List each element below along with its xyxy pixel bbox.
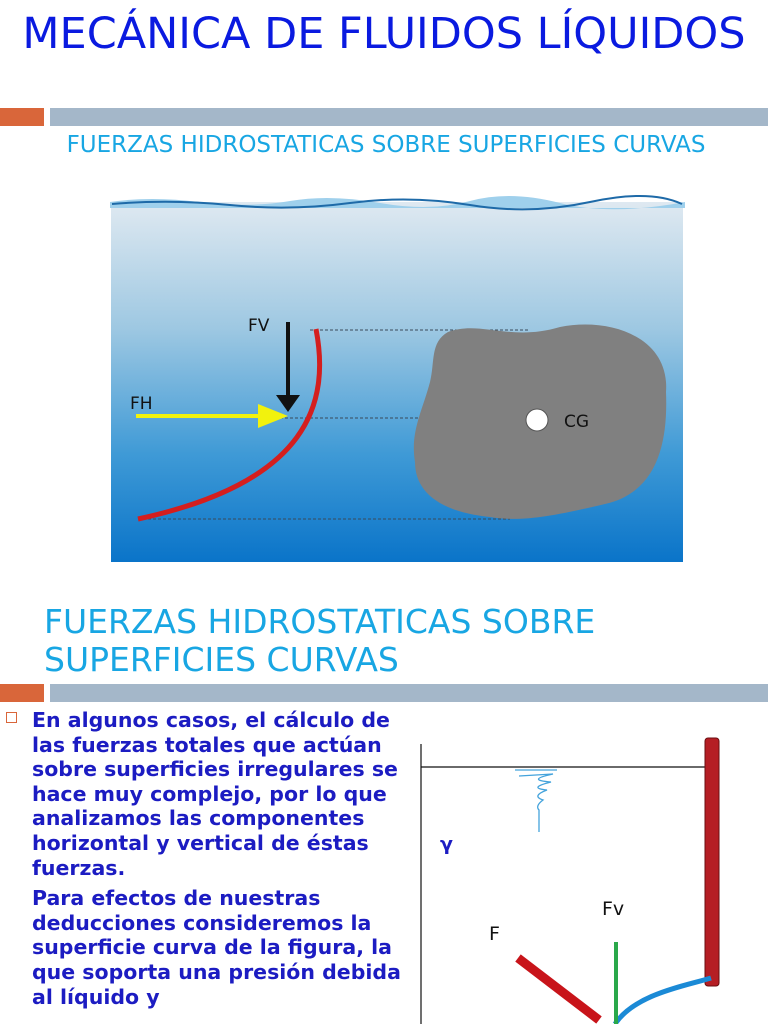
curved-surface-blue [615, 978, 711, 1024]
divider-accent [0, 108, 44, 126]
bullet-square-icon [6, 712, 17, 723]
fv-arrow-shaft [614, 942, 618, 1024]
slide-subtitle: FUERZAS HIDROSTATICAS SOBRE SUPERFICIES CURVAS [66, 132, 706, 158]
bullet-text-block [32, 708, 412, 1015]
divider-band [50, 684, 768, 702]
vertical-wall [705, 738, 719, 986]
slide2-heading: FUERZAS HIDROSTATICAS SOBRE SUPERFICIES CURVAS [44, 602, 596, 679]
center-of-gravity-point [526, 409, 548, 431]
divider-band [50, 108, 768, 126]
gamma-label: γ [440, 833, 453, 855]
free-surface-symbol [515, 770, 557, 832]
paragraph-2: Para efectos de nuestras deducciones consideremos la superficie curva de la figura, la que soporta una presión debida al líquido y [32, 886, 401, 1009]
fv-label: FV [248, 316, 270, 336]
hydrostatic-force-diagram [110, 192, 685, 564]
fv-label: Fv [602, 898, 625, 920]
f-arrow-shaft [518, 958, 599, 1020]
slide-title: MECÁNICA DE FLUIDOS LÍQUIDOS [22, 9, 746, 59]
paragraph-1: En algunos casos, el cálculo de las fuerzas totales que actúan sobre superficies irregulares se hace muy complejo, por lo que analizamos las componentes horizontal y vertical de éstas fuerzas. [32, 708, 398, 880]
heading-divider-bar [0, 684, 768, 702]
divider-accent [0, 684, 44, 702]
fh-label: FH [130, 394, 153, 414]
cg-label: CG [564, 412, 590, 432]
f-label: F [489, 923, 500, 945]
title-divider-bar [0, 108, 768, 126]
curved-surface-diagram [415, 730, 735, 1024]
